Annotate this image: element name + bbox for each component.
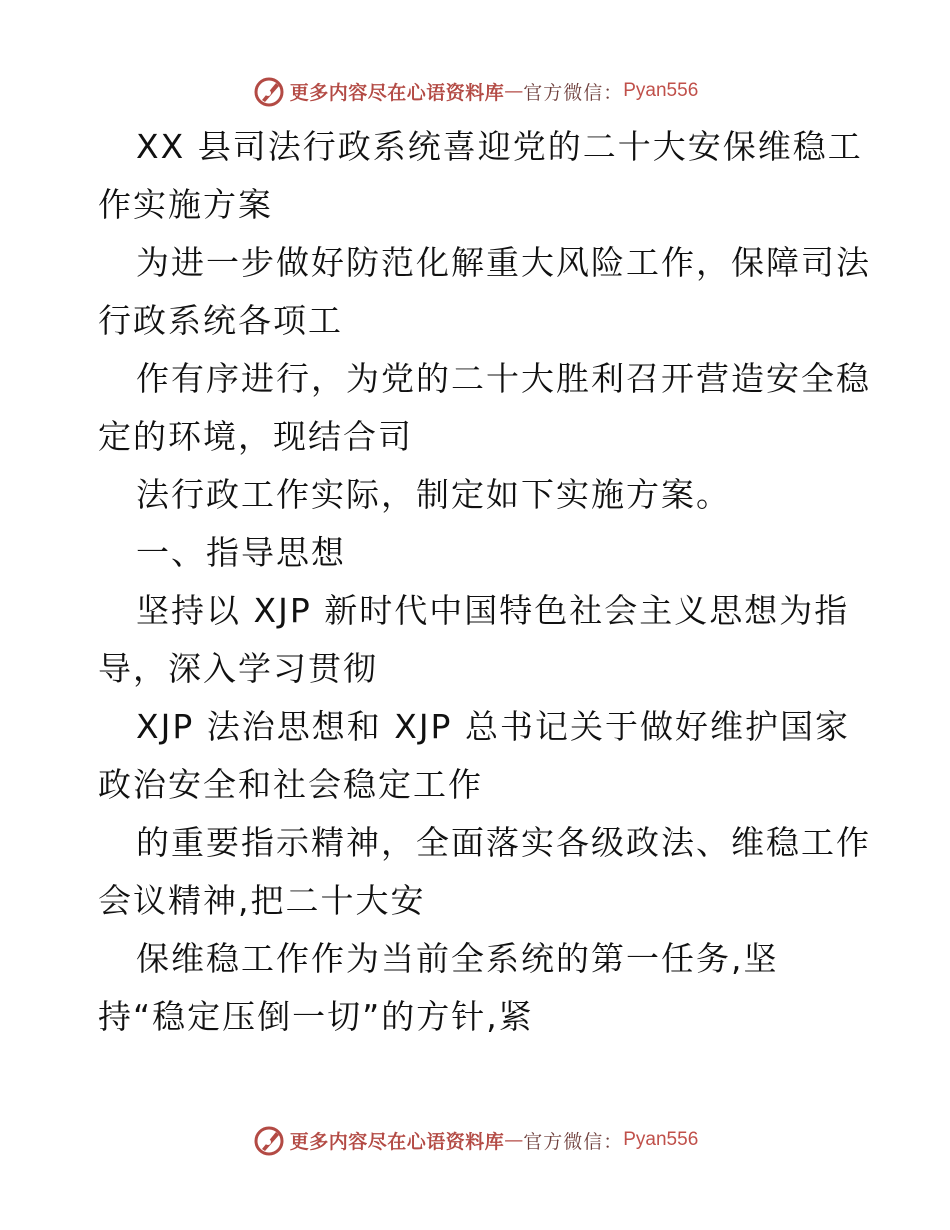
paragraph-line: 法行政工作实际，制定如下实施方案。 xyxy=(136,475,731,514)
paragraph-line: 会议精神,把二十大安 xyxy=(98,881,426,920)
watermark-separator: — xyxy=(504,80,524,102)
paragraph-line: XJP 法治思想和 XJP 总书记关于做好维护国家 xyxy=(136,707,850,746)
paragraph-line: 保维稳工作作为当前全系统的第一任务,坚 xyxy=(136,939,779,978)
document-body xyxy=(98,118,871,1046)
document-title-line-1: XX 县司法行政系统喜迎党的二十大安保维稳工 xyxy=(136,127,863,166)
watermark-main-text: 更多内容尽在心语资料库 xyxy=(289,1130,505,1153)
watermark-wechat-label: 官方微信： xyxy=(523,1130,624,1153)
paragraph-line: 为进一步做好防范化解重大风险工作，保障司法 xyxy=(136,243,871,282)
header-watermark xyxy=(0,69,950,113)
paragraph-line: 导，深入学习贯彻 xyxy=(98,649,378,688)
paragraph-line: 的重要指示精神，全面落实各级政法、维稳工作 xyxy=(136,823,871,862)
watermark-main-text: 更多内容尽在心语资料库 xyxy=(289,81,505,104)
watermark-separator: — xyxy=(504,1129,524,1151)
watermark-wechat-id: Pyan556 xyxy=(623,80,699,101)
watermark-wechat-id: Pyan556 xyxy=(623,1129,699,1150)
quill-seal-icon xyxy=(252,1123,286,1157)
footer-watermark xyxy=(0,1118,950,1162)
paragraph-line: 政治安全和社会稳定工作 xyxy=(98,765,483,804)
paragraph-line: 行政系统各项工 xyxy=(98,301,343,340)
paragraph-line: 作有序进行，为党的二十大胜利召开营造安全稳 xyxy=(136,359,871,398)
watermark-wechat-label: 官方微信： xyxy=(523,81,624,104)
document-title-line-2: 作实施方案 xyxy=(98,185,273,224)
section-heading: 一、指导思想 xyxy=(136,533,346,572)
paragraph-line: 持“稳定压倒一切”的方针,紧 xyxy=(98,997,534,1036)
paragraph-line: 定的环境，现结合司 xyxy=(98,417,413,456)
paragraph-line: 坚持以 XJP 新时代中国特色社会主义思想为指 xyxy=(136,591,850,630)
quill-seal-icon xyxy=(252,74,286,108)
